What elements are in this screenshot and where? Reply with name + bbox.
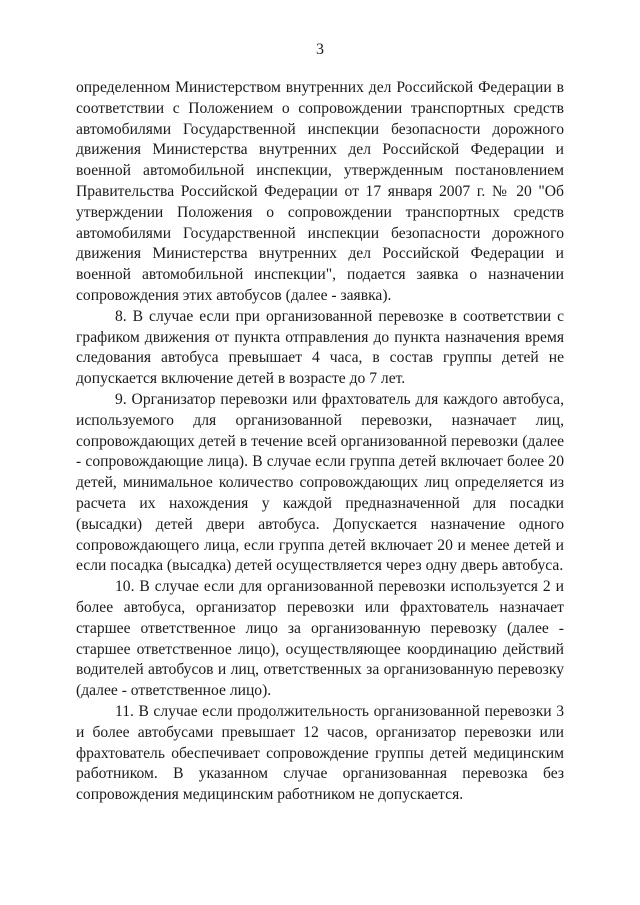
page-number: 3 [316,41,324,58]
paragraph-item-8: 8. В случае если при организованной перевозке в соответствии с графиком движения от пункта отправления до пункта назначения время следования автобуса превышает 4 часа, в состав группы детей не допускается включение детей в возрасте до 7 лет. [76,307,564,388]
paragraph-item-11: 11. В случае если продолжительность организованной перевозки 3 и более автобусами превышает 12 часов, организатор перевозки или фрахтователь обеспечивает сопровождение группы детей медицинским работником. В указанном случае организованная перевозка без сопровождения медицинским работником не допускается. [76,702,564,804]
document-body [76,78,564,806]
paragraph-continuation: определенном Министерством внутренних дел Российской Федерации в соответствии с Положением о сопровождении транспортных средств автомобилями Государственной инспекции безопасности дорожного движения Министерства внутренних дел Российской Федерации и военной автомобильной инспекции, утвержденным постановлением Правительства Российской Федерации от 17 января 2007 г. № 20 "Об утверждении Положения о сопровождении транспортных средств автомобилями Государственной инспекции безопасности дорожного движения Министерства внутренних дел Российской Федерации и военной автомобильной инспекции", подается заявка о назначении сопровождения этих автобусов (далее - заявка). [76,79,564,304]
paragraph-item-9: 9. Организатор перевозки или фрахтователь для каждого автобуса, используемого для организованной перевозки, назначает лиц, сопровождающих детей в течение всей организованной перевозки (далее - сопровождающие лица). В случае если группа детей включает более 20 детей, минимальное количество сопровождающих лиц определяется из расчета их нахождения у каждой предназначенной для посадки (высадки) детей двери автобуса. Допускается назначение одного сопровождающего лица, если группа детей включает 20 и менее детей и если посадка (высадка) детей осуществляется через одну дверь автобуса. [76,390,564,575]
paragraph-item-10: 10. В случае если для организованной перевозки используется 2 и более автобуса, организатор перевозки или фрахтователь назначает старшее ответственное лицо за организованную перевозку (далее - старшее ответственное лицо), осуществляющее координацию действий водителей автобусов и лиц, ответственных за организованную перевозку (далее - ответственное лицо). [76,578,564,700]
